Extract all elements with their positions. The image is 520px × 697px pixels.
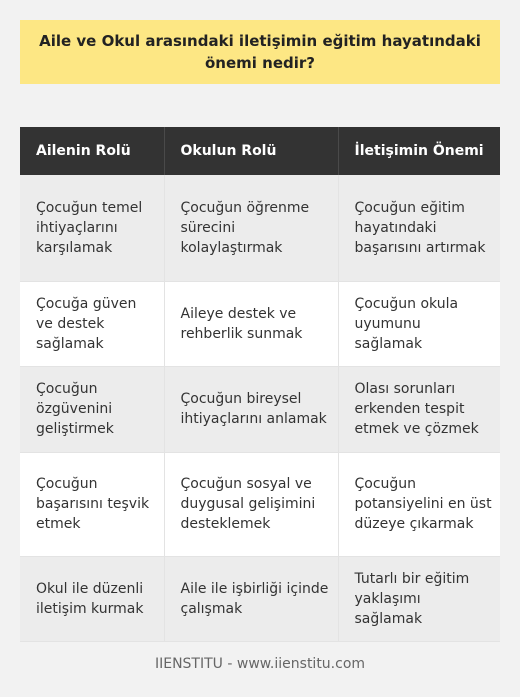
column-header-family-role: Ailenin Rolü (20, 127, 164, 175)
table-cell: Çocuğun eğitim hayatındaki başarısını artırmak (338, 175, 500, 281)
table-header-row (20, 127, 500, 175)
page-title: Aile ve Okul arasındaki iletişimin eğitim hayatındaki önemi nedir? (39, 32, 481, 72)
table-cell: Çocuğa güven ve destek sağlamak (20, 281, 164, 366)
column-header-communication-importance: İletişimin Önemi (338, 127, 500, 175)
table-row (20, 556, 500, 641)
table-cell: Çocuğun temel ihtiyaçlarını karşılamak (20, 175, 164, 281)
table-cell: Çocuğun potansiyelini en üst düzeye çıkarmak (338, 452, 500, 556)
comparison-table (20, 127, 500, 642)
column-header-school-role: Okulun Rolü (164, 127, 338, 175)
table-cell: Çocuğun başarısını teşvik etmek (20, 452, 164, 556)
table-cell: Okul ile düzenli iletişim kurmak (20, 556, 164, 641)
table-row (20, 366, 500, 452)
footer-credit: IIENSTITU - www.iienstitu.com (154, 656, 366, 672)
table-cell: Aile ile işbirliği içinde çalışmak (164, 556, 338, 641)
table-cell: Çocuğun bireysel ihtiyaçlarını anlamak (164, 366, 338, 452)
table-cell: Çocuğun öğrenme sürecini kolaylaştırmak (164, 175, 338, 281)
title-banner (20, 20, 500, 84)
table-cell: Çocuğun sosyal ve duygusal gelişimini desteklemek (164, 452, 338, 556)
table-row (20, 281, 500, 366)
table-cell: Tutarlı bir eğitim yaklaşımı sağlamak (338, 556, 500, 641)
table-cell: Olası sorunları erkenden tespit etmek ve çözmek (338, 366, 500, 452)
table-cell: Çocuğun özgüvenini geliştirmek (20, 366, 164, 452)
table-row (20, 175, 500, 281)
table-cell: Aileye destek ve rehberlik sunmak (164, 281, 338, 366)
table-cell: Çocuğun okula uyumunu sağlamak (338, 281, 500, 366)
table-row (20, 452, 500, 556)
